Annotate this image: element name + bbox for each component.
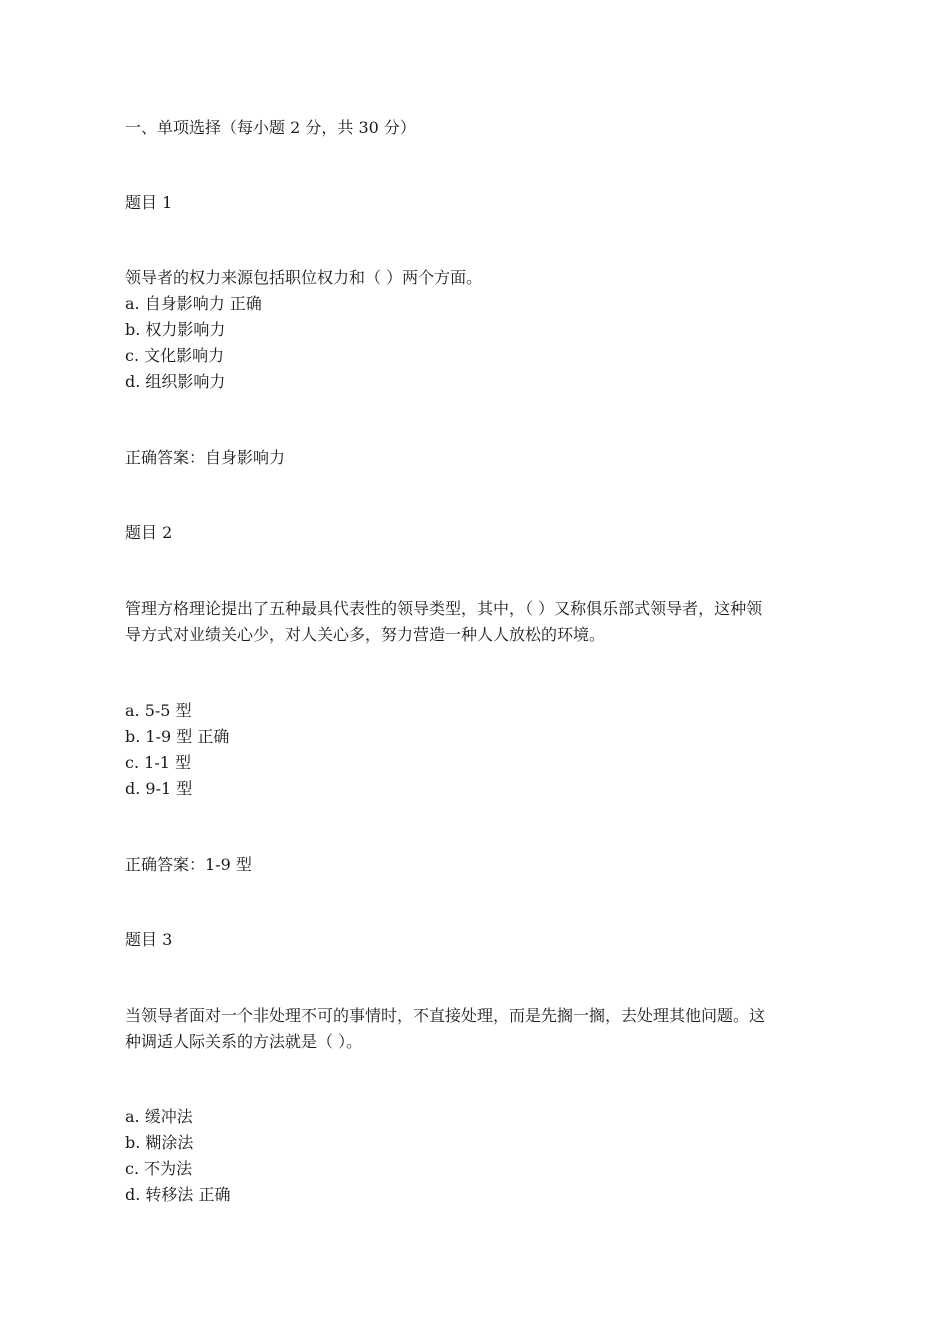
- question-1-answer: 正确答案：自身影响力: [125, 448, 286, 467]
- question-2-answer: 正确答案：1-9 型: [125, 855, 252, 874]
- question-3-stem-line-1: 当领导者面对一个非处理不可的事情时，不直接处理，而是先搁一搁，去处理其他问题。这: [125, 1006, 766, 1025]
- question-3-option-d: d. 转移法 正确: [125, 1185, 231, 1204]
- question-1-option-b: b. 权力影响力: [125, 320, 226, 339]
- question-1-option-c: c. 文化影响力: [125, 346, 225, 365]
- question-3-option-c: c. 不为法: [125, 1159, 193, 1178]
- question-2-option-b: b. 1-9 型 正确: [125, 727, 230, 746]
- question-1-option-a: a. 自身影响力 正确: [125, 294, 262, 313]
- question-3-label: 题目 3: [125, 930, 173, 949]
- question-2-stem-line-1: 管理方格理论提出了五种最具代表性的领导类型，其中，（ ）又称俱乐部式领导者，这种领: [125, 599, 763, 618]
- question-3-stem-line-2: 种调适人际关系的方法就是（ ）。: [125, 1032, 363, 1051]
- section-title: 一、单项选择（每小题 2 分，共 30 分）: [125, 118, 416, 137]
- question-2-stem-line-2: 导方式对业绩关心少，对人关心多，努力营造一种人人放松的环境。: [125, 625, 606, 644]
- question-2-option-d: d. 9-1 型: [125, 779, 193, 798]
- question-2-option-c: c. 1-1 型: [125, 753, 191, 772]
- question-1-option-d: d. 组织影响力: [125, 372, 226, 391]
- question-2-label: 题目 2: [125, 523, 173, 542]
- question-1-label: 题目 1: [125, 193, 173, 212]
- question-1-stem: 领导者的权力来源包括职位权力和（ ）两个方面。: [125, 268, 483, 287]
- question-2-option-a: a. 5-5 型: [125, 701, 192, 720]
- question-3-option-a: a. 缓冲法: [125, 1107, 193, 1126]
- question-3-option-b: b. 糊涂法: [125, 1133, 194, 1152]
